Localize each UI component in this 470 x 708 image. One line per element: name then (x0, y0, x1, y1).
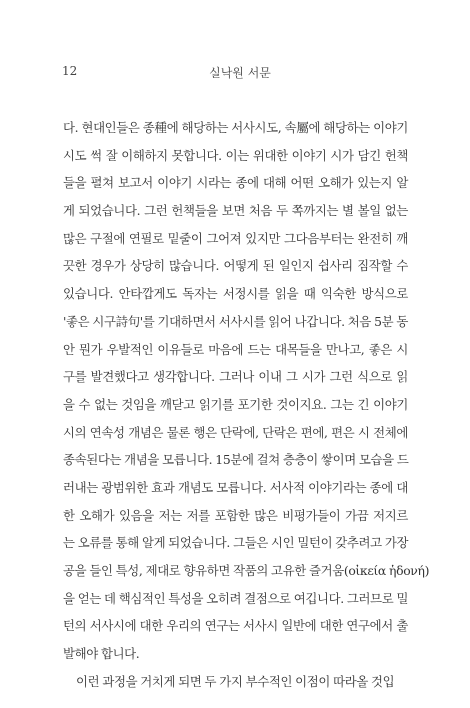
text-line: 들을 펼쳐 보고서 이야기 시라는 종에 대해 어떤 오해가 있는지 알 (63, 175, 408, 191)
text-line: 턴의 서사시에 대한 우리의 연구는 서사시 일반에 대한 연구에서 출 (63, 618, 408, 634)
text-line: 러내는 광범위한 효과 개념도 모릅니다. 서사적 이야기라는 종에 대 (63, 479, 408, 495)
text-line: 공을 들인 특성, 제대로 향유하면 작품의 고유한 즐거움(οἰκεία ἡδονή) (63, 563, 430, 578)
text-line: 이런 과정을 거치게 되면 두 가지 부수적인 이점이 따라올 것입 (76, 673, 395, 689)
text-line: 시의 연속성 개념은 물론 행은 단락에, 단락은 편에, 편은 시 전체에 (63, 424, 408, 440)
text-line: 다. 현대인들은 종種에 해당하는 서사시도, 속屬에 해당하는 이야기 (63, 120, 408, 135)
text-line: 시도 썩 잘 이해하지 못합니다. 이는 위대한 이야기 시가 담긴 헌책 (63, 147, 408, 163)
text-line: '좋은 시구詩句'를 기대하면서 서사시를 읽어 나갑니다. 처음 5분 동 (63, 313, 408, 329)
text-line: 구를 발견했다고 생각합니다. 그러나 이내 그 시가 그런 식으로 읽 (63, 369, 408, 385)
text-line: 끗한 경우가 상당히 많습니다. 어떻게 된 일인지 쉽사리 짐작할 수 (63, 258, 408, 274)
running-title: 실낙원 서문 (209, 66, 271, 80)
text-line: 는 오류를 통해 알게 되었습니다. 그들은 시인 밀턴이 갖추려고 가장 (63, 535, 409, 551)
text-line: 많은 구절에 연필로 밑줄이 그어져 있지만 그다음부터는 완전히 깨 (63, 230, 408, 246)
text-line: 안 뭔가 우발적인 이유들로 마음에 드는 대목들을 만나고, 좋은 시 (63, 341, 408, 357)
page-number: 12 (62, 64, 78, 78)
text-line: 을 수 없는 것임을 깨닫고 읽기를 포기한 것이지요. 그는 긴 이야기 (63, 396, 408, 412)
body-text (63, 118, 430, 699)
text-line: 종속된다는 개념을 모릅니다. 15분에 걸쳐 층층이 쌓이며 모습을 드 (63, 452, 409, 468)
text-line: 있습니다. 안타깝게도 독자는 서정시를 읽을 때 익숙한 방식으로 (63, 286, 408, 302)
text-line: 한 오해가 있음을 저는 저를 포함한 많은 비평가들이 가끔 저지르 (63, 507, 408, 523)
text-line: 게 되었습니다. 그런 헌책들을 보면 처음 두 쪽까지는 별 볼일 없는 (63, 203, 408, 219)
text-line: 을 얻는 데 핵심적인 특성을 오히려 결점으로 여깁니다. 그러므로 밀 (63, 590, 409, 606)
text-line: 발해야 합니다. (63, 646, 140, 662)
